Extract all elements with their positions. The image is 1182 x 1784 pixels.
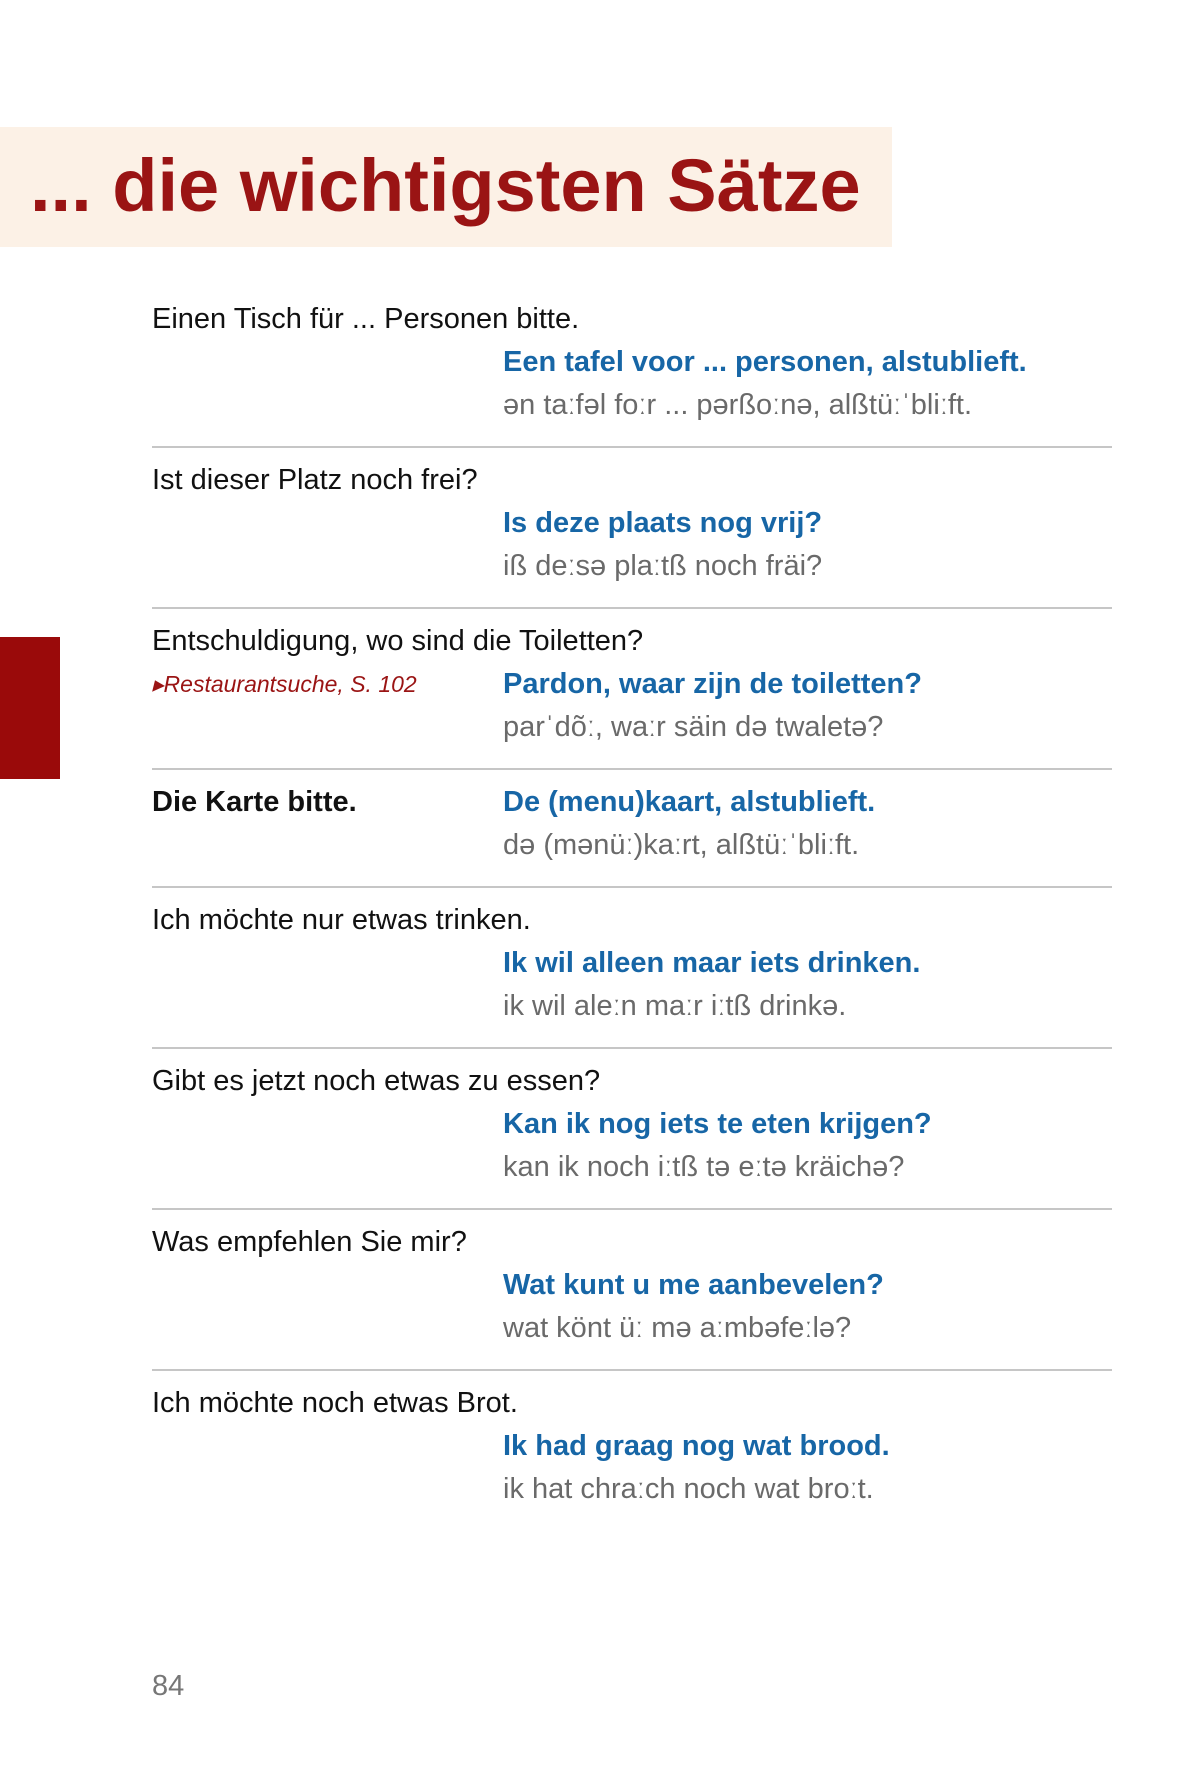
phrase-row [152,1371,1112,1530]
dutch-phrase-text: Kan ik nog iets te eten krijgen? [503,1108,932,1140]
german-phrase: Gibt es jetzt noch etwas zu essen? [152,1065,601,1097]
page-title: ... die wichtigsten Sätze [30,144,861,227]
phrase-row [152,1210,1112,1371]
dutch-phrase [152,942,1112,985]
cross-reference-link[interactable]: ▸Restaurantsuche, S. 102 [152,671,417,697]
german-phrase: Ich möchte nur etwas trinken. [152,904,531,936]
german-phrase: Entschuldigung, wo sind die Toiletten? [152,625,644,657]
phonetic-transcription: də (mənüː)kaːrt, alßtüːˈbliːft. [503,829,860,861]
dutch-phrase-text: Ik had graag nog wat brood. [503,1430,890,1462]
phrase-row [152,888,1112,1049]
dutch-phrase: De (menu)kaart, alstublieft. [503,786,876,818]
dutch-phrase [152,341,1112,384]
dutch-phrase [152,1103,1112,1146]
dutch-phrase-text: Ik wil alleen maar iets drinken. [503,947,921,979]
phrase-row [152,770,1112,888]
german-phrase: Ist dieser Platz noch frei? [152,464,478,496]
phrase-row [152,1049,1112,1210]
dutch-phrase-text: Is deze plaats nog vrij? [503,507,823,539]
phrase-row [152,609,1112,770]
german-phrase: Die Karte bitte. [152,786,357,818]
phonetic-transcription: parˈdõː, waːr säin də twaletə? [503,711,884,743]
phonetic-transcription: ik hat chraːch noch wat broːt. [503,1473,874,1505]
dutch-phrase [152,502,1112,545]
dutch-phrase-text: Wat kunt u me aanbevelen? [503,1269,884,1301]
phonetic-transcription: ən taːfəl foːr ... pərßoːnə, alßtüːˈbliːft. [503,389,973,421]
phonetic-transcription: ik wil aleːn maːr iːtß drinkə. [503,990,847,1022]
german-phrase: Was empfehlen Sie mir? [152,1226,467,1258]
dutch-phrase [152,663,1112,706]
phrase-list [152,298,1112,1530]
phrase-row [152,448,1112,609]
german-phrase: Einen Tisch für ... Personen bitte. [152,303,580,335]
chapter-side-tab [0,637,60,779]
dutch-phrase [152,1425,1112,1468]
phonetic-transcription: wat könt üː mə aːmbəfeːlə? [503,1312,852,1344]
dutch-phrase-line [152,781,1112,824]
page-number: 84 [152,1670,185,1702]
phonetic-transcription: kan ik noch iːtß tə eːtə kräichə? [503,1151,905,1183]
phrase-row [152,298,1112,448]
dutch-phrase-text: Een tafel voor ... personen, alstublieft. [503,346,1027,378]
phonetic-transcription: iß deːsə plaːtß noch fräi? [503,550,823,582]
dutch-phrase-text: Pardon, waar zijn de toiletten? [503,668,922,700]
dutch-phrase [152,1264,1112,1307]
german-phrase: Ich möchte noch etwas Brot. [152,1387,518,1419]
